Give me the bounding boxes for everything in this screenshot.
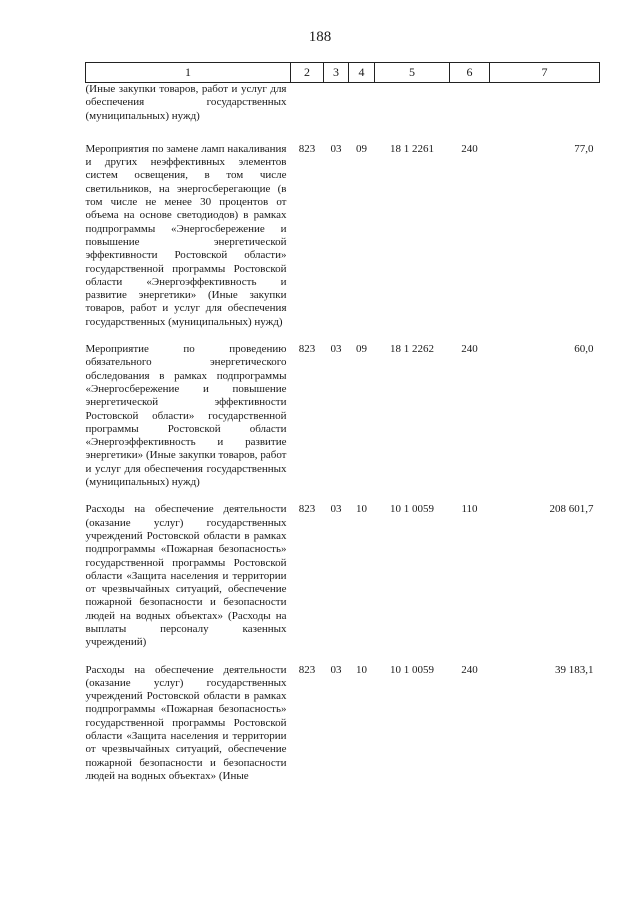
page-number: 188 xyxy=(308,29,332,45)
row-amount xyxy=(490,83,600,143)
column-header-6: 6 xyxy=(450,63,490,83)
row-subsection xyxy=(349,83,375,143)
table-header-row xyxy=(86,63,600,83)
row-target xyxy=(375,83,450,143)
table-row xyxy=(86,664,600,784)
row-type: 240 xyxy=(461,142,478,155)
column-header-7: 7 xyxy=(490,63,600,83)
row-subsection: 09 xyxy=(356,343,367,356)
row-type xyxy=(450,83,490,143)
table-row xyxy=(86,143,600,343)
column-header-2: 2 xyxy=(291,63,324,83)
row-type: 240 xyxy=(461,663,478,676)
row-description: Мероприятие по проведению обязательного энергетического обследования в рамках подпрограммы «Энергосбережение и повышение энергетической эффективности Ростовской области» государственной программы Ростовской области «Энергоэффективность и развитие энергетики» (Иные закупки товаров, работ и услуг для обеспечения государственных (муниципальных) нужд) xyxy=(85,343,287,489)
row-description: Мероприятия по замене ламп накаливания и других неэффективных элементов систем освещения, в том числе светильников, на энергосберегающие (в том числе не менее 30 процентов от объема на основе светодиодов) в рамках подпрограммы «Энергосбережение и повышение энергетической эффективности Ростовской области» государственной программы Ростовской области «Энергоэффективность и развитие энергетики» (Иные закупки товаров, работ и услуг для обеспечения государственных (муниципальных) нужд) xyxy=(85,142,287,328)
row-description: Расходы на обеспечение деятельности (оказание услуг) государственных учреждений Ростовской области в рамках подпрограммы «Пожарная безопасность» государственной программы Ростовской области «Защита населения и территории от чрезвычайных ситуаций, обеспечение пожарной безопасности и безопасности людей на водных объектах» (Расходы на выплаты персоналу казенных учреждений) xyxy=(85,503,287,649)
column-header-4: 4 xyxy=(349,63,375,83)
row-amount: 208 601,7 xyxy=(549,503,594,516)
row-section: 03 xyxy=(330,343,342,356)
row-amount: 60,0 xyxy=(574,343,594,356)
row-amount: 77,0 xyxy=(574,142,594,155)
table-row xyxy=(86,343,600,503)
row-code xyxy=(291,83,324,143)
row-type: 240 xyxy=(461,343,478,356)
row-code: 823 xyxy=(298,142,316,155)
row-target: 10 1 0059 xyxy=(390,663,434,676)
row-section: 03 xyxy=(330,142,342,155)
row-description: Расходы на обеспечение деятельности (оказание услуг) государственных учреждений Ростовской области в рамках подпрограммы «Пожарная безопасность» государственной программы Ростовской области «Защита населения и территории от чрезвычайных ситуаций, обеспечение пожарной безопасности и безопасности людей на водных объектах» (Иные xyxy=(85,663,287,782)
row-description: (Иные закупки товаров, работ и услуг для обеспечения государственных (муниципальных) нужд) xyxy=(85,83,287,122)
row-target: 10 1 0059 xyxy=(390,503,434,516)
row-section: 03 xyxy=(330,663,342,676)
row-target: 18 1 2261 xyxy=(390,142,434,155)
column-header-1: 1 xyxy=(86,63,291,83)
row-amount: 39 183,1 xyxy=(555,663,594,676)
row-code: 823 xyxy=(298,663,316,676)
row-code: 823 xyxy=(298,343,316,356)
row-subsection: 09 xyxy=(356,142,367,155)
table-row xyxy=(86,503,600,663)
column-header-5: 5 xyxy=(375,63,450,83)
row-section: 03 xyxy=(330,503,342,516)
budget-table xyxy=(85,62,600,783)
row-type: 110 xyxy=(461,503,478,516)
row-section xyxy=(324,83,349,143)
row-code: 823 xyxy=(298,503,316,516)
row-subsection: 10 xyxy=(356,503,367,516)
row-subsection: 10 xyxy=(356,663,367,676)
column-header-3: 3 xyxy=(324,63,349,83)
table-row xyxy=(86,83,600,143)
row-target: 18 1 2262 xyxy=(390,343,434,356)
